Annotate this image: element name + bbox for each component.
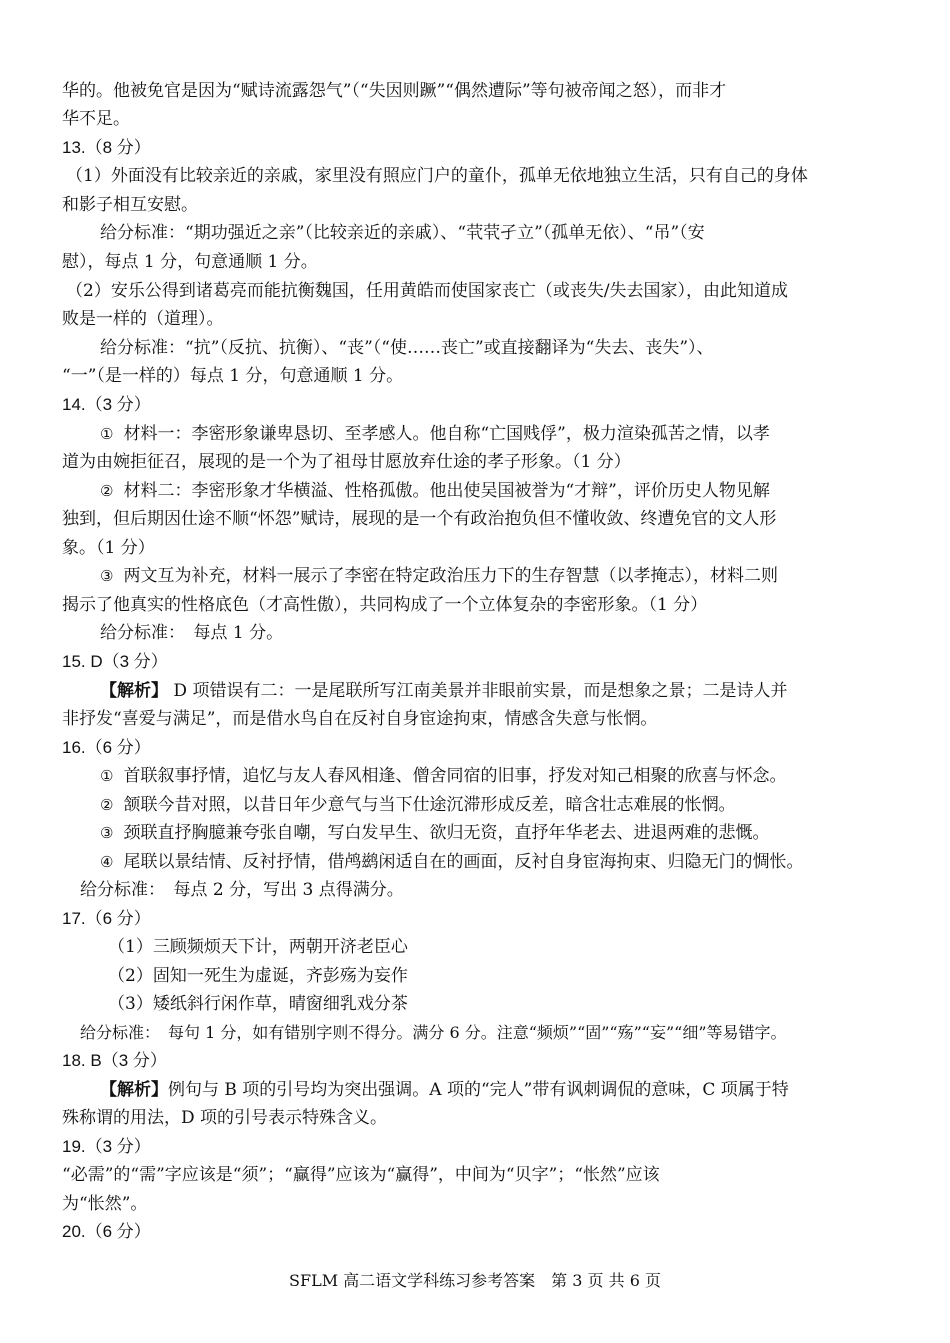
scoring-line: 给分标准：“抗”（反抗、抗衡）、“丧”（“使……丧亡”或直接翻译为“失去、丧失”）、 xyxy=(100,338,714,358)
answer-point xyxy=(100,423,770,445)
text-line: 材料一：李密形象谦卑恳切、至孝感人。他自称“亡国贱俘”，极力渲染孤苦之情，以孝 xyxy=(123,424,770,444)
circled-marker: ③ xyxy=(100,567,114,585)
answer-point xyxy=(100,851,803,873)
scoring-line: “一”（是一样的）每点 1 分，句意通顺 1 分。 xyxy=(62,366,404,386)
text-line: 颈联直抒胸臆兼夸张自嘲，写白发早生、欲归无资，直抒年华老去、进退两难的悲慨。 xyxy=(123,823,770,843)
text-line: 揭示了他真实的性格底色（才高性傲），共同构成了一个立体复杂的李密形象。（1 分） xyxy=(62,595,708,615)
text-line: 和影子相互安慰。 xyxy=(62,195,198,215)
scoring-line: 给分标准：“期功强近之亲”（比较亲近的亲戚）、“茕茕孑立”（孤单无依）、“吊”（安 xyxy=(100,223,705,243)
circled-marker: ③ xyxy=(100,824,114,842)
question-number: 17.（6 分） xyxy=(62,909,151,928)
text-line: （2）安乐公得到诸葛亮而能抗衡魏国，任用黄皓而使国家丧亡（或丧失/失去国家），由此知道成 xyxy=(66,281,789,301)
analysis-line xyxy=(100,680,787,702)
text-line: 尾联以景结情、反衬抒情，借鸬鹚闲适自在的画面，反衬自身宦海拘束、归隐无门的惆怅。 xyxy=(123,852,804,872)
page-footer: SFLM 高二语文学科练习参考答案 第 3 页 共 6 页 xyxy=(289,1271,661,1290)
text-line: （1）外面没有比较亲近的亲戚，家里没有照应门户的童仆，孤单无依地独立生活，只有自己的身体 xyxy=(66,166,808,186)
text-line: 殊称谓的用法，D 项的引号表示特殊含义。 xyxy=(62,1108,388,1128)
text-line: 颔联今昔对照，以昔日年少意气与当下仕途沉滞形成反差，暗含壮志难展的怅惘。 xyxy=(123,795,736,815)
answer-point xyxy=(100,480,770,502)
scoring-line: 给分标准： 每句 1 分，如有错别字则不得分。满分 6 分。注意“频烦”“固”“殇”“妄”“细”等易错字。 xyxy=(80,1023,787,1042)
circled-marker: ④ xyxy=(100,853,114,871)
question-number: 20.（6 分） xyxy=(62,1222,151,1241)
text-line: D 项错误有二：一是尾联所写江南美景并非眼前实景，而是想象之景；二是诗人并 xyxy=(173,681,788,701)
circled-marker: ② xyxy=(100,482,114,500)
text-line: 独到，但后期因仕途不顺“怀怨”赋诗，展现的是一个有政治抱负但不懂收敛、终遭免官的文人形 xyxy=(62,509,777,529)
text-line: 两文互为补充，材料一展示了李密在特定政治压力下的生存智慧（以孝掩志），材料二则 xyxy=(123,566,778,586)
answer-point xyxy=(100,565,778,587)
question-number: 15. D（3 分） xyxy=(62,652,168,671)
question-number: 16.（6 分） xyxy=(62,738,151,757)
answer-point xyxy=(100,765,786,787)
question-number: 18. B（3 分） xyxy=(62,1051,167,1070)
answer-point xyxy=(100,822,769,844)
text-line: 首联叙事抒情，追忆与友人春风相逢、僧舍同宿的旧事，抒发对知己相聚的欣喜与怀念。 xyxy=(123,766,787,786)
analysis-label: 【解析】 xyxy=(100,681,168,701)
text-line: 败是一样的（道理）。 xyxy=(62,309,224,329)
text-line: 华不足。 xyxy=(62,109,130,129)
text-line: “必需”的“需”字应该是“须”；“赢得”应该为“赢得”，中间为“贝字”；“怅然”应该 xyxy=(62,1165,660,1185)
poem-line: （1）三顾频烦天下计，两朝开济老臣心 xyxy=(108,937,408,957)
question-number: 13.（8 分） xyxy=(62,138,151,157)
answer-point xyxy=(100,794,735,816)
analysis-label: 【解析】 xyxy=(100,1080,168,1100)
analysis-line xyxy=(100,1079,789,1101)
circled-marker: ① xyxy=(100,425,114,443)
text-line: 象。（1 分） xyxy=(62,538,155,558)
text-line: 例句与 B 项的引号均为突出强调。A 项的“完人”带有讽刺调侃的意味，C 项属于特 xyxy=(168,1080,789,1100)
text-line: 材料二：李密形象才华横溢、性格孤傲。他出使吴国被誉为“才辩”，评价历史人物见解 xyxy=(123,481,770,501)
question-number: 19.（3 分） xyxy=(62,1137,151,1156)
circled-marker: ① xyxy=(100,767,114,785)
poem-line: （2）固知一死生为虚诞，齐彭殇为妄作 xyxy=(108,966,408,986)
scoring-line: 给分标准： 每点 2 分，写出 3 点得满分。 xyxy=(80,880,404,900)
text-line: 道为由婉拒征召，展现的是一个为了祖母甘愿放弃仕途的孝子形象。（1 分） xyxy=(62,452,631,472)
text-line: 非抒发“喜爱与满足”，而是借水鸟自在反衬自身宦途拘束，情感含失意与怅惘。 xyxy=(62,709,658,729)
poem-line: （3）矮纸斜行闲作草，晴窗细乳戏分茶 xyxy=(108,994,408,1014)
text-line: 华的。他被免官是因为“赋诗流露怨气”（“失因则蹶”“偶然遭际”等句被帝闻之怒），而非才 xyxy=(62,81,727,101)
text-line: 为“怅然”。 xyxy=(62,1194,148,1214)
question-number: 14.（3 分） xyxy=(62,395,151,414)
scoring-line: 慰），每点 1 分，句意通顺 1 分。 xyxy=(62,252,318,272)
scoring-line: 给分标准： 每点 1 分。 xyxy=(100,623,284,643)
circled-marker: ② xyxy=(100,796,114,814)
